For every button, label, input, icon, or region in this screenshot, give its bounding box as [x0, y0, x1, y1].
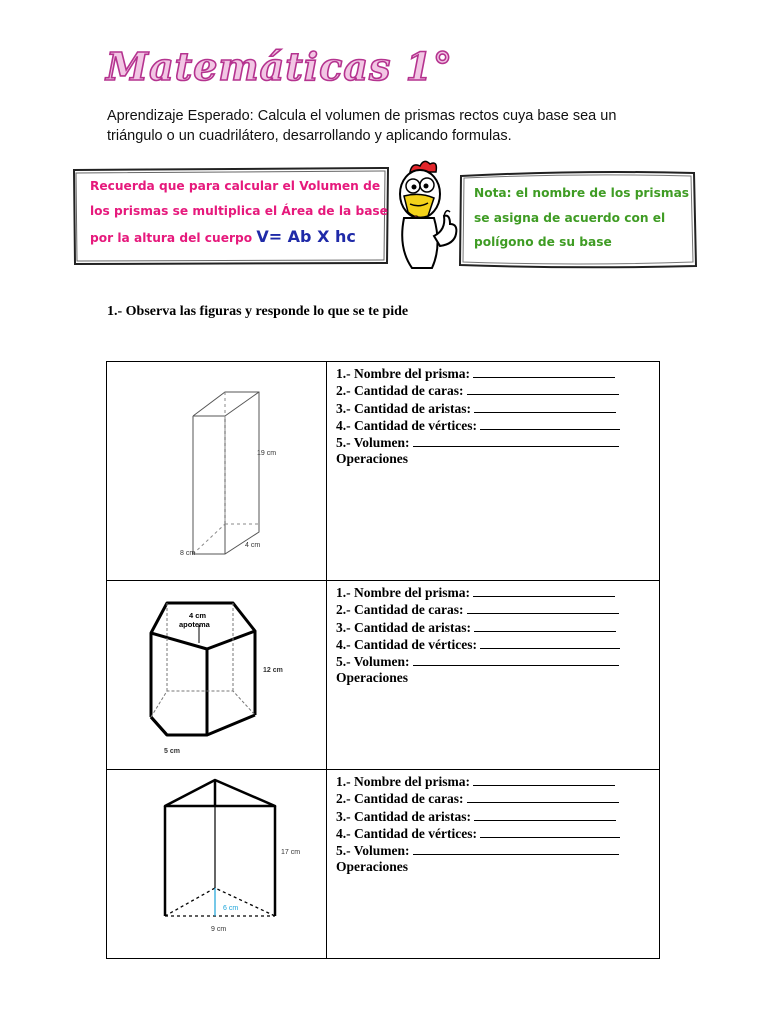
question-vertices: 4.- Cantidad de vértices:	[336, 636, 659, 653]
operations-label: Operaciones	[336, 670, 408, 686]
answer-blank[interactable]	[467, 790, 619, 803]
depth-label: 4 cm	[245, 542, 261, 549]
answer-blank[interactable]	[413, 842, 619, 855]
base-height-label: 6 cm	[223, 905, 239, 912]
exercise-row	[107, 362, 660, 581]
pentagonal-prism-figure	[107, 581, 326, 766]
answer-blank[interactable]	[474, 400, 616, 413]
question-faces: 2.- Cantidad de caras:	[336, 601, 659, 618]
width-label: 8 cm	[180, 550, 196, 557]
triangular-prism-figure	[107, 770, 326, 955]
answer-blank[interactable]	[473, 584, 615, 597]
question-prism-name: 1.- Nombre del prisma:	[336, 584, 659, 601]
exercise-row	[107, 770, 660, 959]
answer-blank[interactable]	[473, 365, 615, 378]
operations-label: Operaciones	[336, 859, 408, 875]
question-prism-name: 1.- Nombre del prisma:	[336, 773, 659, 790]
volume-formula: V= Ab X hc	[256, 227, 356, 246]
answer-blank[interactable]	[413, 653, 619, 666]
answer-blank[interactable]	[474, 619, 616, 632]
operations-label: Operaciones	[336, 451, 408, 467]
question-volume: 5.- Volumen:	[336, 434, 659, 451]
height-label: 12 cm	[263, 667, 283, 674]
question-faces: 2.- Cantidad de caras:	[336, 790, 659, 807]
questions-cell	[327, 770, 660, 959]
answer-blank[interactable]	[474, 808, 616, 821]
figure-cell	[107, 362, 327, 581]
instruction-heading: 1.- Observa las figuras y responde lo que se te pide	[107, 304, 409, 319]
answer-blank[interactable]	[467, 382, 619, 395]
exercise-table	[106, 361, 660, 959]
question-prism-name: 1.- Nombre del prisma:	[336, 365, 659, 382]
question-vertices: 4.- Cantidad de vértices:	[336, 417, 659, 434]
side-label: 5 cm	[164, 748, 180, 755]
learning-objective: Aprendizaje Esperado: Calcula el volumen de prismas rectos cuya base sea un triángulo o un cuadrilátero, desarrollando y aplicando formulas.	[107, 108, 617, 144]
answer-blank[interactable]	[480, 825, 620, 838]
page-title: Matemáticas 1°	[106, 44, 454, 89]
note-text: Nota: el nombre de los prismas se asigna de acuerdo con el polígono de su base	[474, 186, 690, 249]
question-volume: 5.- Volumen:	[336, 842, 659, 859]
question-faces: 2.- Cantidad de caras:	[336, 382, 659, 399]
base-label: 9 cm	[211, 926, 227, 933]
figure-cell	[107, 581, 327, 770]
questions-cell	[327, 362, 660, 581]
answer-blank[interactable]	[480, 636, 620, 649]
answer-blank[interactable]	[473, 773, 615, 786]
question-edges: 3.- Cantidad de aristas:	[336, 808, 659, 825]
question-edges: 3.- Cantidad de aristas:	[336, 619, 659, 636]
height-label: 17 cm	[281, 849, 301, 856]
apothem-word-label: apotema	[179, 620, 210, 629]
rectangular-prism-figure	[107, 362, 326, 577]
apothem-length-label: 4 cm	[189, 611, 207, 620]
recall-note	[90, 174, 390, 251]
question-volume: 5.- Volumen:	[336, 653, 659, 670]
recall-text: Recuerda que para calcular el Volumen de los prismas se multiplica el Área de la base por la altura del cuerpo	[90, 179, 388, 245]
question-vertices: 4.- Cantidad de vértices:	[336, 825, 659, 842]
answer-blank[interactable]	[413, 434, 619, 447]
height-label: 19 cm	[257, 450, 277, 457]
answer-blank[interactable]	[467, 601, 619, 614]
rooster-mascot-icon	[384, 158, 464, 270]
answer-blank[interactable]	[480, 417, 620, 430]
question-edges: 3.- Cantidad de aristas:	[336, 400, 659, 417]
questions-cell	[327, 581, 660, 770]
figure-cell	[107, 770, 327, 959]
exercise-row	[107, 581, 660, 770]
